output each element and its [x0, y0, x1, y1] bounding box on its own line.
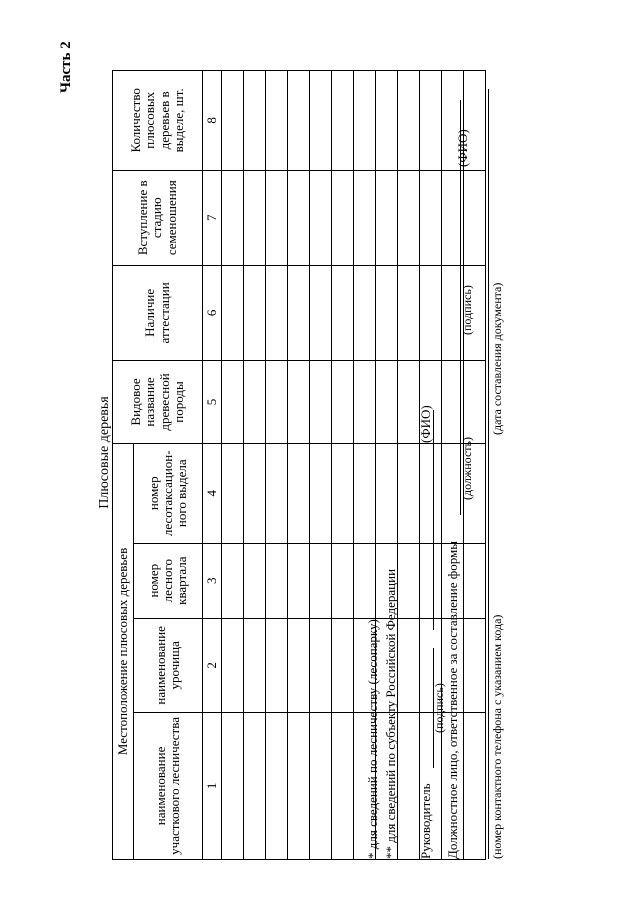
- table-cell: [464, 360, 486, 443]
- date-caption: (дата составления документа): [490, 282, 504, 435]
- table-cell: [332, 443, 354, 543]
- table-cell: [310, 360, 332, 443]
- table-cell: [310, 71, 332, 171]
- footnote-forestry: * для сведений по лесничеству (лесопарку): [365, 619, 380, 859]
- head-name-line: [433, 410, 434, 630]
- table-cell: [310, 543, 332, 618]
- table-cell: [266, 443, 288, 543]
- table-cell: [222, 360, 244, 443]
- table-cell: [464, 712, 486, 859]
- table-cell: [288, 543, 310, 618]
- table-cell: [244, 265, 266, 360]
- table-cell: [288, 71, 310, 171]
- table-cell: [420, 543, 442, 618]
- table-title: Плюсовые деревья: [97, 396, 112, 509]
- phone-caption: (номер контактного телефона с указанием кода): [490, 614, 504, 859]
- table-cell: [244, 543, 266, 618]
- column-number: 8: [203, 71, 222, 171]
- table-cell: [266, 618, 288, 712]
- table-cell: [310, 443, 332, 543]
- table-cell: [332, 170, 354, 265]
- table-cell: [398, 360, 420, 443]
- table-row: [222, 71, 244, 860]
- table-cell: [244, 170, 266, 265]
- head-label: Руководитель: [418, 783, 433, 859]
- table-cell: [244, 360, 266, 443]
- responsible-signature-caption: (подпись): [460, 285, 474, 335]
- table-cell: [310, 265, 332, 360]
- col-header-tree-count: Количество плюсовых деревьев в выделе, шт.: [113, 71, 203, 171]
- col-header-attestation: Наличие аттестации: [113, 265, 203, 360]
- table-cell: [266, 360, 288, 443]
- table-row: [398, 71, 420, 860]
- col-header-forestry: наименование участкового лесничества: [134, 712, 203, 859]
- table-cell: [332, 543, 354, 618]
- table-cell: [354, 71, 376, 171]
- table-row: [288, 71, 310, 860]
- table-cell: [354, 360, 376, 443]
- column-number: 3: [203, 543, 222, 618]
- table-cell: [266, 543, 288, 618]
- table-cell: [222, 170, 244, 265]
- table-cell: [354, 265, 376, 360]
- col-header-quarter: номер лесного квартала: [134, 543, 203, 618]
- table-cell: [376, 443, 398, 543]
- table-cell: [310, 712, 332, 859]
- column-numbers-row: [203, 71, 222, 860]
- phone-date-line: [488, 89, 489, 859]
- table-cell: [398, 443, 420, 543]
- group-header-location: Местоположение плюсовых деревьев: [113, 443, 134, 859]
- table-cell: [398, 265, 420, 360]
- table-cell: [244, 712, 266, 859]
- table-cell: [266, 265, 288, 360]
- column-number: 5: [203, 360, 222, 443]
- table-cell: [266, 71, 288, 171]
- table-cell: [420, 71, 442, 171]
- part-label: Часть 2: [58, 41, 74, 93]
- table-cell: [464, 618, 486, 712]
- table-row: [310, 71, 332, 860]
- table-cell: [398, 170, 420, 265]
- head-name-caption: (ФИО): [418, 405, 433, 443]
- table-cell: [332, 360, 354, 443]
- table-cell: [332, 712, 354, 859]
- table-cell: [288, 618, 310, 712]
- col-header-allotment: номер лесотаксацион-ного выдела: [134, 443, 203, 543]
- table-cell: [376, 170, 398, 265]
- col-header-seeding-stage: Вступление в стадию семеношения: [113, 170, 203, 265]
- table-cell: [332, 618, 354, 712]
- table-cell: [464, 543, 486, 618]
- table-cell: [398, 71, 420, 171]
- table-cell: [222, 712, 244, 859]
- table-cell: [222, 618, 244, 712]
- table-cell: [310, 170, 332, 265]
- table-cell: [222, 443, 244, 543]
- table-cell: [420, 170, 442, 265]
- table-cell: [222, 543, 244, 618]
- column-number: 2: [203, 618, 222, 712]
- table-row: [266, 71, 288, 860]
- col-header-tract: наименование урочища: [134, 618, 203, 712]
- table-cell: [310, 618, 332, 712]
- table-cell: [354, 543, 376, 618]
- head-signature-caption: (подпись): [432, 683, 446, 733]
- table-cell: [420, 265, 442, 360]
- table-cell: [288, 170, 310, 265]
- table-cell: [266, 170, 288, 265]
- table-cell: [222, 265, 244, 360]
- table-cell: [244, 443, 266, 543]
- table-cell: [420, 443, 442, 543]
- responsible-name-caption: (ФИО): [455, 129, 470, 167]
- table-cell: [332, 71, 354, 171]
- table-cell: [332, 265, 354, 360]
- table-cell: [222, 71, 244, 171]
- table-cell: [288, 360, 310, 443]
- table-cell: [288, 443, 310, 543]
- plus-trees-table: [112, 70, 486, 860]
- column-number: 4: [203, 443, 222, 543]
- column-number: 1: [203, 712, 222, 859]
- position-caption: (должность): [460, 437, 474, 500]
- table-cell: [398, 712, 420, 859]
- table-cell: [266, 712, 288, 859]
- table-cell: [376, 360, 398, 443]
- table-cell: [244, 71, 266, 171]
- column-number: 6: [203, 265, 222, 360]
- table-row: [244, 71, 266, 860]
- col-header-species: Видовое название древесной породы: [113, 360, 203, 443]
- table-cell: [288, 265, 310, 360]
- table-row: [332, 71, 354, 860]
- footnote-subject: ** для сведений по субъекту Российской Федерации: [383, 568, 398, 859]
- responsible-label: Должностное лицо, ответственное за составление формы: [445, 541, 460, 859]
- table-cell: [398, 543, 420, 618]
- table-cell: [354, 443, 376, 543]
- table-cell: [244, 618, 266, 712]
- table-cell: [464, 170, 486, 265]
- table-cell: [288, 712, 310, 859]
- table-cell: [354, 170, 376, 265]
- table-cell: [376, 71, 398, 171]
- column-number: 7: [203, 170, 222, 265]
- table-cell: [376, 265, 398, 360]
- table-row: [420, 71, 442, 860]
- table-cell: [398, 618, 420, 712]
